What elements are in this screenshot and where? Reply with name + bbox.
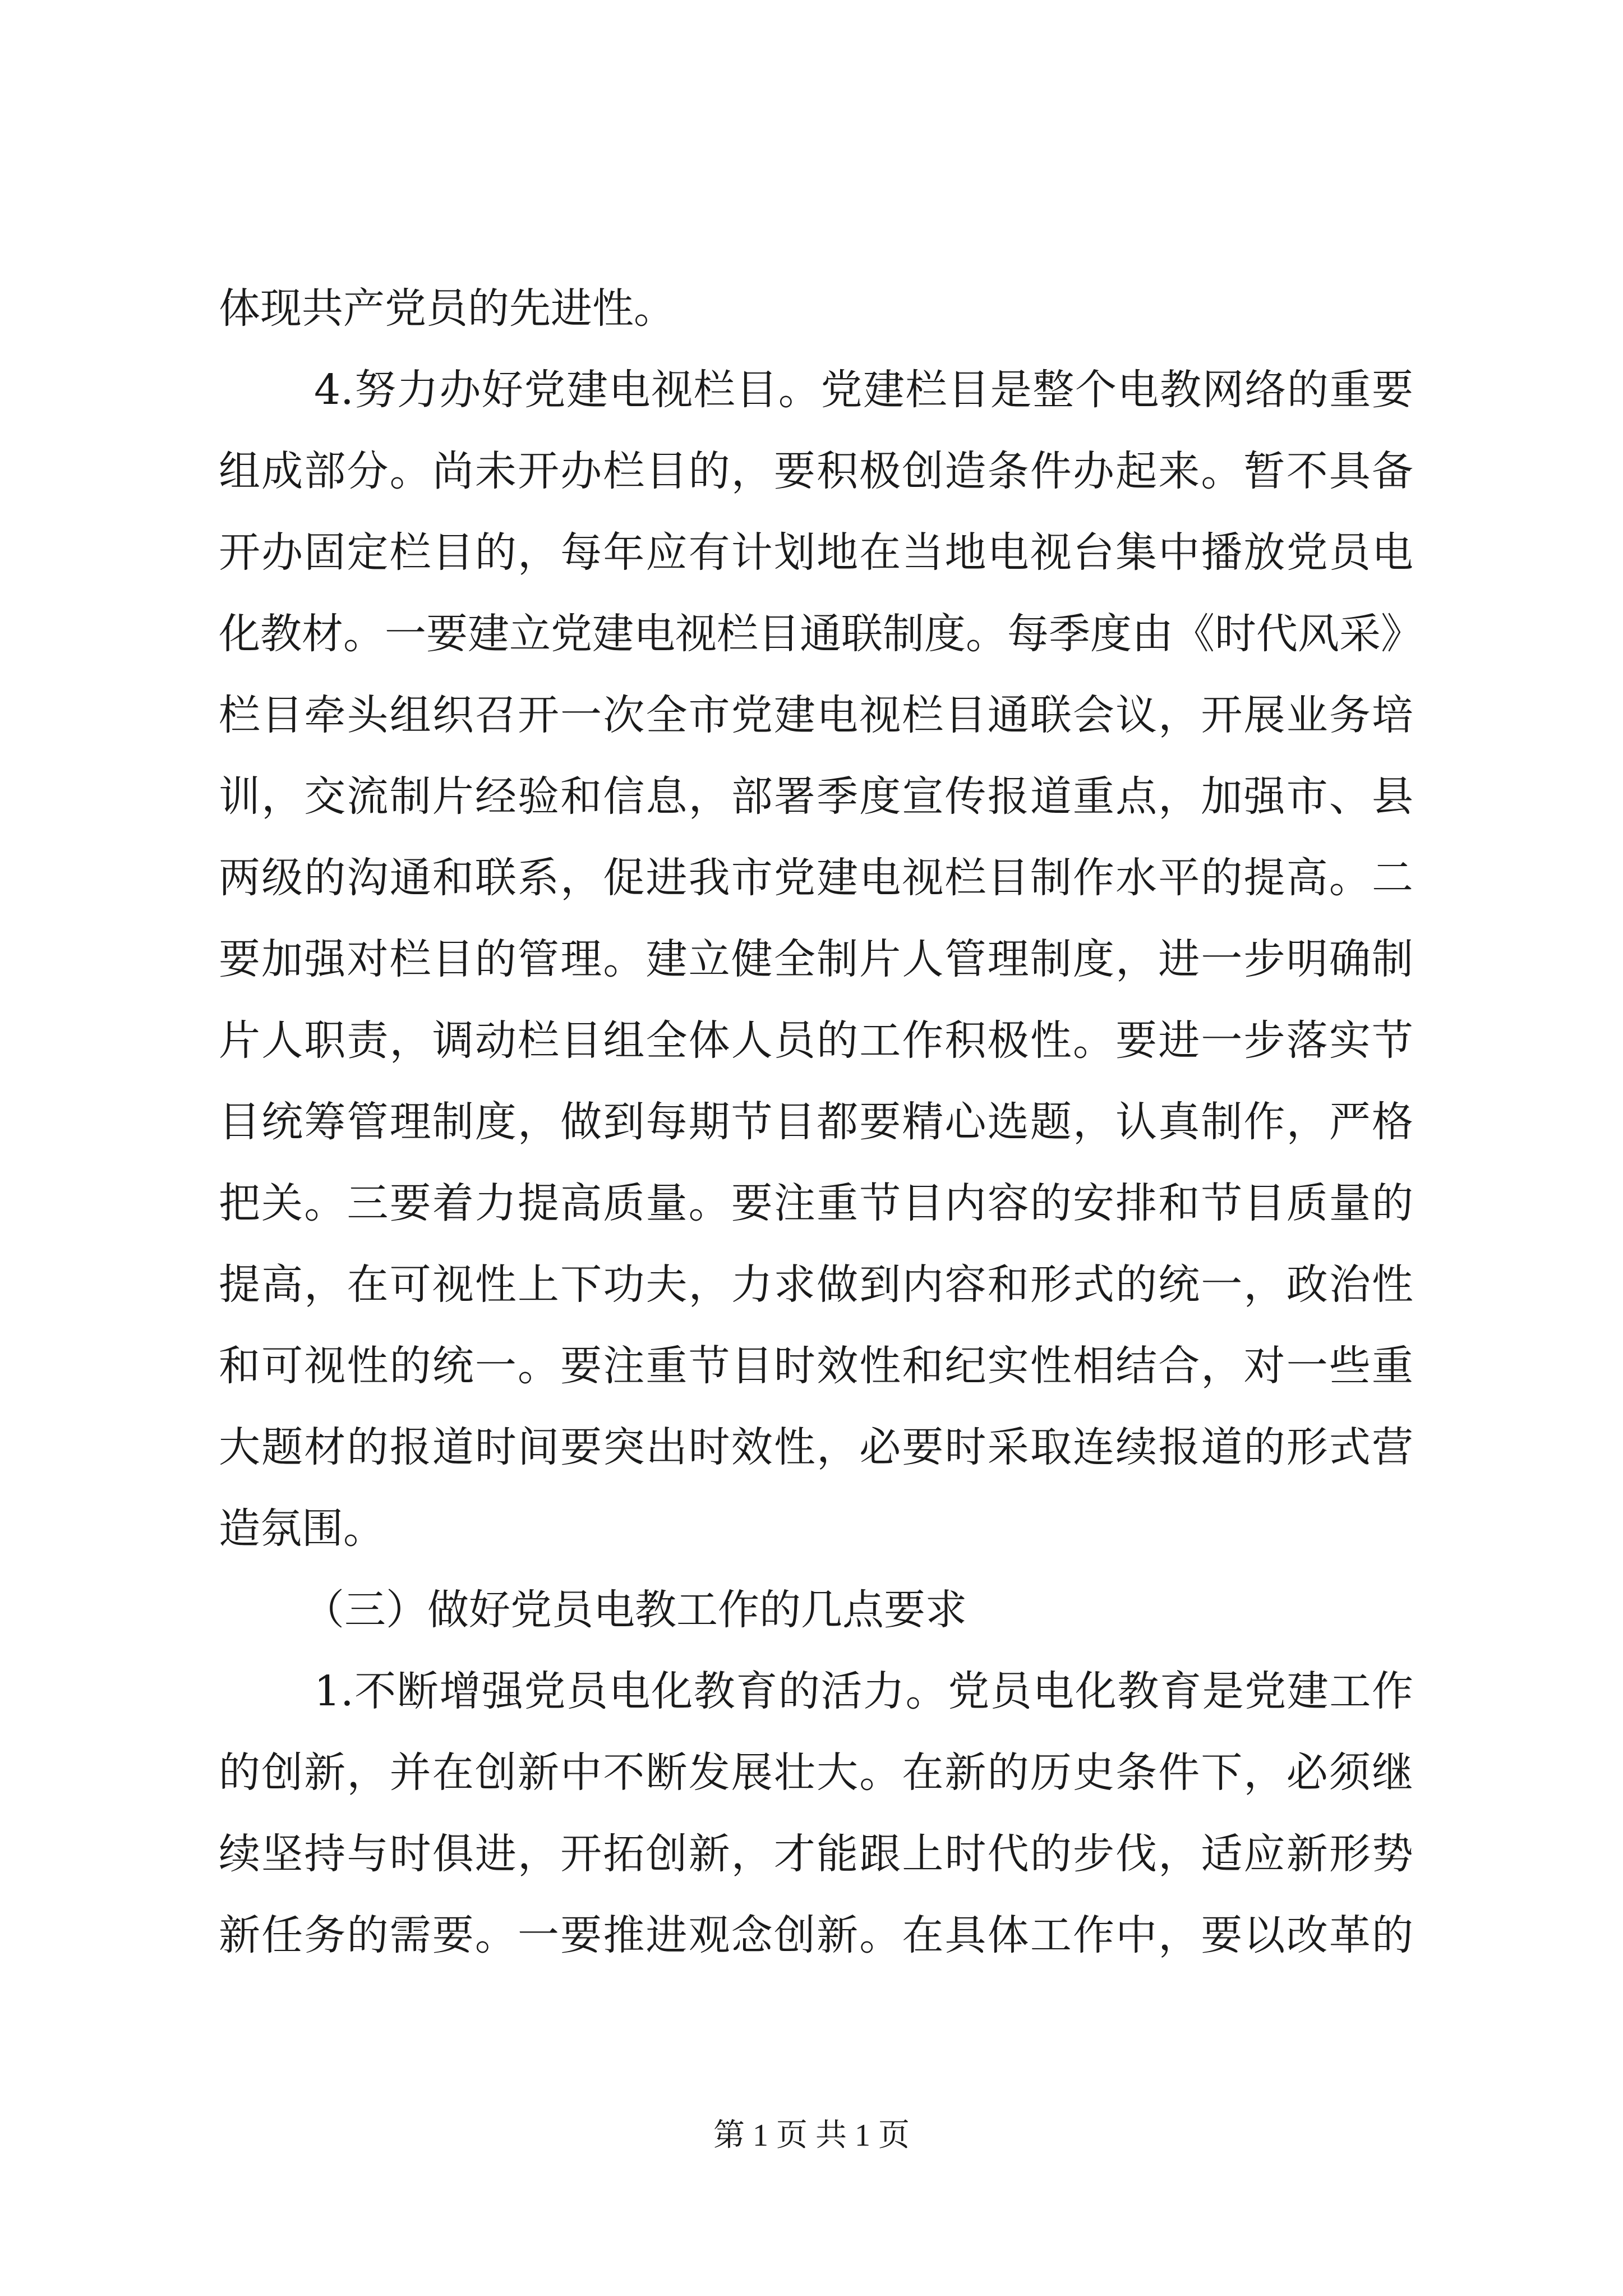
paragraph-start-line: 1.不断增强党员电化教育的活力。党员电化教育是党建工作 (314, 1667, 1413, 1715)
text-line: 组成部分。尚未开办栏目的，要积极创造条件办起来。暂不具备 (219, 447, 1413, 495)
text-line: 和可视性的统一。要注重节目时效性和纪实性相结合，对一些重 (219, 1342, 1413, 1390)
text-line: 目统筹管理制度，做到每期节目都要精心选题，认真制作，严格 (219, 1098, 1413, 1146)
text-line: 开办固定栏目的，每年应有计划地在当地电视台集中播放党员电 (219, 528, 1413, 577)
page-footer (0, 2116, 1623, 2155)
text-line: 两级的沟通和联系，促进我市党建电视栏目制作水平的提高。二 (219, 854, 1413, 902)
text-line: 栏目牵头组织召开一次全市党建电视栏目通联会议，开展业务培 (219, 691, 1413, 739)
text-line: 的创新，并在创新中不断发展壮大。在新的历史条件下，必须继 (219, 1749, 1413, 1797)
paragraph-start-line: 4.努力办好党建电视栏目。党建栏目是整个电教网络的重要 (314, 366, 1413, 414)
text-line: 提高，在可视性上下功夫，力求做到内容和形式的统一，政治性 (219, 1260, 1413, 1309)
text-line: 化教材。一要建立党建电视栏目通联制度。每季度由《时代风采》 (219, 610, 1422, 658)
section-heading: （三）做好党员电教工作的几点要求 (303, 1586, 967, 1634)
text-line: 续坚持与时俱进，开拓创新，才能跟上时代的步伐，适应新形势 (219, 1830, 1413, 1878)
page-number: 第 1 页 共 1 页 (713, 2118, 910, 2153)
text-line: 体现共产党员的先进性。 (219, 284, 675, 333)
document-body (219, 268, 1422, 1976)
text-line: 新任务的需要。一要推进观念创新。在具体工作中，要以改革的 (219, 1911, 1413, 1959)
text-line: 片人职责，调动栏目组全体人员的工作积极性。要进一步落实节 (219, 1016, 1413, 1065)
text-line: 要加强对栏目的管理。建立健全制片人管理制度，进一步明确制 (219, 935, 1413, 983)
text-line: 训，交流制片经验和信息，部署季度宣传报道重点，加强市、县 (219, 772, 1413, 821)
text-line: 造氛围。 (219, 1504, 385, 1553)
text-line: 把关。三要着力提高质量。要注重节目内容的安排和节目质量的 (219, 1179, 1413, 1227)
text-line: 大题材的报道时间要突出时效性，必要时采取连续报道的形式营 (219, 1423, 1413, 1471)
